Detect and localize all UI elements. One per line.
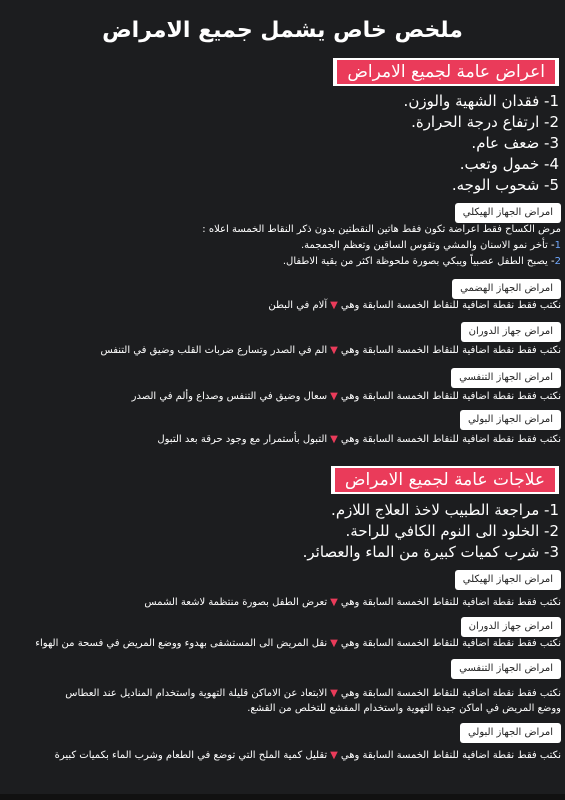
- symptoms-list: [14, 91, 559, 196]
- line-prefix: نكتب فقط نقطة اضافية للنقاط الخمسة السابقة وهي: [340, 750, 561, 761]
- skeletal-label: امراض الجهاز الهيكلي: [455, 570, 561, 590]
- urinary-line: [55, 750, 561, 761]
- page-title: ملخص خاص يشمل جميع الامراض: [102, 18, 463, 43]
- treatments-header-text: علاجات عامة لجميع الامراض: [335, 468, 555, 492]
- triangle-down-icon: ▼: [330, 391, 338, 402]
- line-text: تعرض الطفل بصورة منتظمة لاشعة الشمس: [144, 597, 328, 608]
- line-prefix: نكتب فقط نقطة اضافية للنقاط الخمسة السابقة وهي: [340, 597, 561, 608]
- triangle-down-icon: ▼: [330, 750, 338, 761]
- skeletal-point: [301, 240, 561, 251]
- skeletal-label: امراض الجهاز الهيكلي: [455, 203, 561, 223]
- circulatory-label: امراض جهاز الدوران: [461, 617, 561, 637]
- list-item: 1- فقدان الشهية والوزن.: [403, 92, 559, 110]
- list-item: 3- ضعف عام.: [471, 134, 559, 152]
- point-text: - يصبح الطفل عصبياً ويبكي بصورة ملحوظة اكثر من بقية الاطفال.: [282, 256, 555, 267]
- urinary-label: امراض الجهاز البولي: [460, 410, 561, 430]
- line-text: التبول بأستمرار مع وجود حرقة بعد التبول: [157, 434, 328, 445]
- point-number: 1: [554, 240, 561, 251]
- circulatory-label: امراض جهاز الدوران: [461, 322, 561, 342]
- skeletal-line: [144, 597, 561, 608]
- list-item: 5- شحوب الوجه.: [451, 176, 559, 194]
- urinary-line: [157, 434, 561, 445]
- respiratory-label: امراض الجهاز التنفسي: [451, 368, 561, 388]
- line-text: الابتعاد عن الاماكن قليلة التهوية واستخدام المناديل عند العطاس: [65, 688, 328, 699]
- list-item: 3- شرب كميات كبيرة من الماء والعصائر.: [302, 543, 559, 561]
- point-text: - تأخر نمو الاسنان والمشي وتقوس الساقين وتعظم الجمجمة.: [300, 240, 555, 251]
- line-text: سعال وضيق في التنفس وصداع وألم في الصدر: [131, 391, 328, 402]
- line-prefix: نكتب فقط نقطة اضافية للنقاط الخمسة السابقة وهي: [340, 638, 561, 649]
- respiratory-line: [65, 688, 561, 699]
- line-text: الم في الصدر وتسارع ضربات القلب وضيق في التنفس: [100, 345, 328, 356]
- point-number: 2: [554, 256, 561, 267]
- treatments-list: [14, 500, 559, 563]
- skeletal-point: [283, 256, 561, 267]
- respiratory-line-cont: ووضع المريض في اماكن جيدة التهوية واستخدام المفشع للتخلص من القشع.: [247, 703, 561, 714]
- line-text: نقل المريض الى المستشفى بهدوء ووضع المريض في فسحة من الهواء: [35, 638, 328, 649]
- list-item: 2- الخلود الى النوم الكافي للراحة.: [345, 522, 559, 540]
- triangle-down-icon: ▼: [330, 300, 338, 311]
- skeletal-intro: مرض الكساح فقط اعراضة تكون فقط هاتين النقطتين بدون ذكر النقاط الخمسة اعلاه :: [202, 224, 561, 235]
- respiratory-line: [132, 391, 561, 402]
- triangle-down-icon: ▼: [330, 434, 338, 445]
- list-item: 2- ارتفاع درجة الحرارة.: [411, 113, 559, 131]
- line-text: تقليل كمية الملح التي توضع في الطعام وشرب الماء بكميات كبيرة: [54, 750, 328, 761]
- digestive-line: [268, 300, 561, 311]
- respiratory-label: امراض الجهاز التنفسي: [451, 659, 561, 679]
- circulatory-line: [100, 345, 561, 356]
- treatments-header: [331, 466, 559, 494]
- line-prefix: نكتب فقط نقطة اضافية للنقاط الخمسة السابقة وهي: [340, 300, 561, 311]
- line-prefix: نكتب فقط نقطة اضافية للنقاط الخمسة السابقة وهي: [340, 688, 561, 699]
- bottom-bar: [0, 794, 565, 800]
- digestive-label: امراض الجهاز الهضمي: [452, 279, 561, 299]
- triangle-down-icon: ▼: [330, 638, 338, 649]
- circulatory-line: [35, 638, 561, 649]
- triangle-down-icon: ▼: [330, 597, 338, 608]
- list-item: 4- خمول وتعب.: [459, 155, 559, 173]
- line-prefix: نكتب فقط نقطة اضافية للنقاط الخمسة السابقة وهي: [340, 391, 561, 402]
- triangle-down-icon: ▼: [330, 345, 338, 356]
- line-prefix: نكتب فقط نقطة اضافية للنقاط الخمسة السابقة وهي: [340, 345, 561, 356]
- triangle-down-icon: ▼: [330, 688, 338, 699]
- symptoms-header: [333, 58, 559, 86]
- urinary-label: امراض الجهاز البولي: [460, 723, 561, 743]
- symptoms-header-text: اعراض عامة لجميع الامراض: [337, 60, 555, 84]
- line-prefix: نكتب فقط نقطة اضافية للنقاط الخمسة السابقة وهي: [340, 434, 561, 445]
- list-item: 1- مراجعة الطبيب لاخذ العلاج اللازم.: [331, 501, 559, 519]
- line-text: آلام في البطن: [268, 300, 328, 311]
